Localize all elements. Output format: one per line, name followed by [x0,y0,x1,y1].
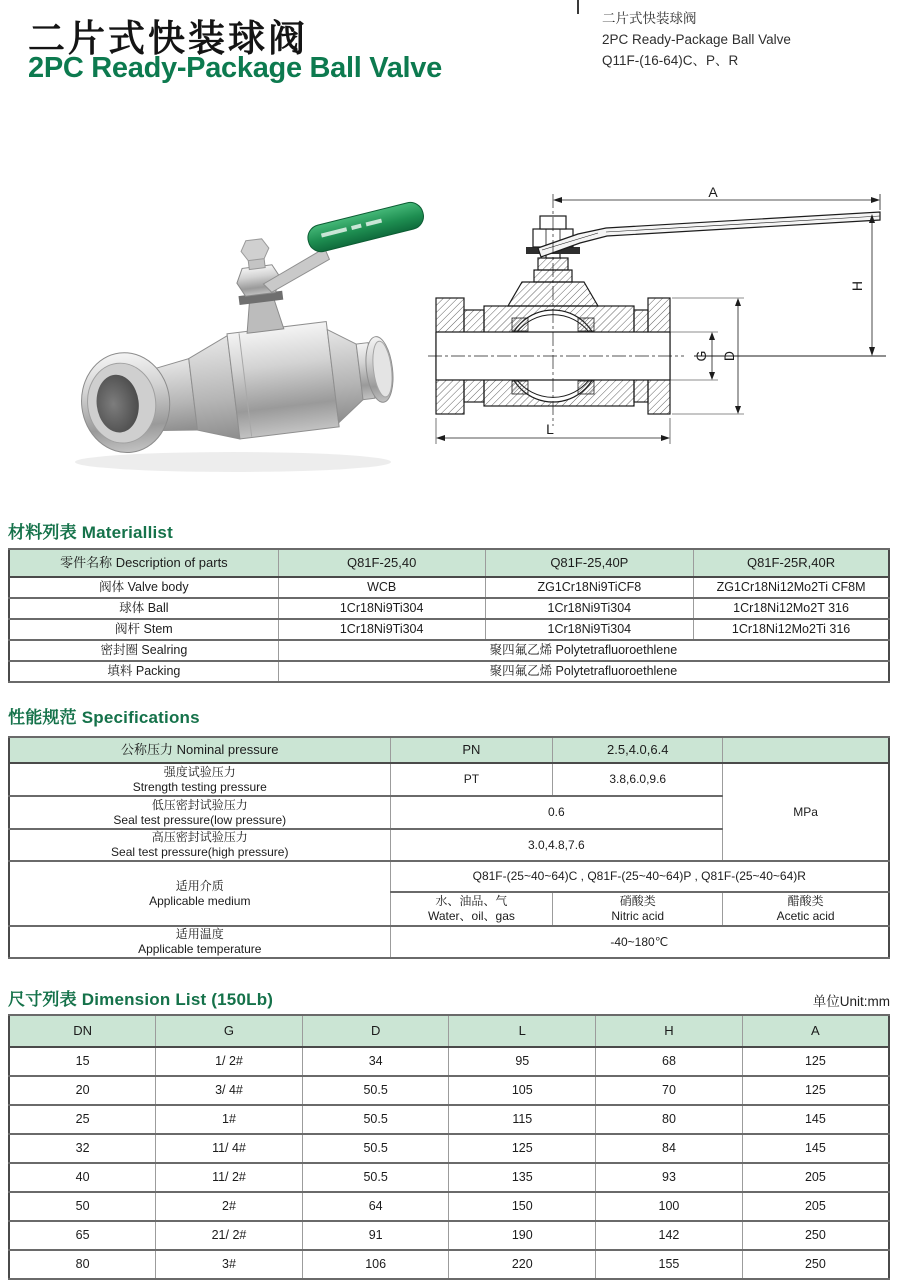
dim-cell: 21/ 2# [156,1221,303,1250]
table-row [9,661,889,682]
dim-cell: 11/ 4# [156,1134,303,1163]
dim-cell: 250 [742,1250,889,1279]
material-cell: 1Cr18Ni9Ti304 [278,598,485,619]
material-cell: 1Cr18Ni9Ti304 [278,619,485,640]
materials-section-title: 材料列表 Materiallist [8,523,173,542]
dim-label-L: L [546,421,554,437]
col-header: DN [9,1015,156,1047]
table-row [9,640,889,661]
label-zh: 适用介质 [175,878,224,893]
dim-cell: 80 [596,1105,743,1134]
table-row [9,1192,889,1221]
dim-cell: 220 [449,1250,596,1279]
spec-label-cell: 公称压力 Nominal pressure [9,737,390,763]
corner-line-en: 2PC Ready-Package Ball Valve [602,32,791,47]
part-name-cell: 阀杆 Stem [9,619,278,640]
dim-cell: 145 [742,1134,889,1163]
corner-crop-mark [577,0,579,14]
medium-zh: 水、油品、气 [435,894,508,908]
dimensions-table [8,1014,890,1280]
medium-en: Nitric acid [611,909,665,923]
spec-empty-cell [723,737,889,763]
spec-models-cell: Q81F-(25~40~64)C , Q81F-(25~40~64)P , Q81F-(25~40~64)R [390,861,889,892]
dim-cell: 205 [742,1192,889,1221]
dim-cell: 25 [9,1105,156,1134]
page-title-en: 2PC Ready-Package Ball Valve [28,52,442,84]
specs-table [8,736,890,959]
dim-cell: 50.5 [302,1105,449,1134]
spec-value-cell: -40~180℃ [390,926,889,958]
material-cell: ZG1Cr18Ni9TiCF8 [485,577,694,598]
photo-shadow [75,452,391,472]
dim-cell: 135 [449,1163,596,1192]
label-zh: 高压密封试验压力 [151,830,248,844]
dim-cell: 50.5 [302,1076,449,1105]
dim-label-D: D [721,350,737,362]
specs-section-title: 性能规范 Specifications [8,708,200,727]
spec-label-cell [9,763,390,796]
table-header-row [9,549,889,577]
valve-photo-svg [28,148,430,480]
dim-cell: 105 [449,1076,596,1105]
material-cell: 1Cr18Ni12Mo2Ti 316 [694,619,889,640]
label-zh: 强度试验压力 [163,764,236,779]
spec-label-cell [9,829,390,861]
medium-cell [723,892,889,926]
page-title-zh: 二片式快装球阀 [28,18,308,59]
medium-cell [390,892,553,926]
spec-label-cell [9,926,390,958]
valve-body-photo [64,225,399,458]
col-header: H [596,1015,743,1047]
medium-en: Water、oil、gas [427,909,515,923]
material-cell: 聚四氟乙烯 Polytetrafluoroethlene [278,640,889,661]
dim-cell: 125 [742,1076,889,1105]
dim-cell: 65 [9,1221,156,1250]
dim-cell: 15 [9,1047,156,1076]
spec-label-cell [9,861,390,926]
dim-cell: 84 [596,1134,743,1163]
table-row [9,1076,889,1105]
corner-line-model: Q11F-(16-64)C、P、R [602,53,739,68]
material-cell: ZG1Cr18Ni12Mo2Ti CF8M [694,577,889,598]
valve-photo [28,148,430,480]
part-name-cell: 球体 Ball [9,598,278,619]
medium-cell [553,892,723,926]
drawing-body-section [436,212,880,414]
table-row [9,926,889,958]
valve-handle-photo [253,200,430,294]
col-header: L [449,1015,596,1047]
materials-table [8,548,890,683]
dim-cell: 50.5 [302,1163,449,1192]
dim-cell: 106 [302,1250,449,1279]
label-zh: 适用温度 [175,927,224,941]
col-header: D [302,1015,449,1047]
material-cell: 1Cr18Ni9Ti304 [485,619,694,640]
spec-value-cell: 3.0,4.8,7.6 [390,829,723,861]
col-header: Q81F-25,40P [485,549,694,577]
dim-cell: 150 [449,1192,596,1221]
dim-label-G: G [693,350,709,362]
dim-cell: 68 [596,1047,743,1076]
table-row [9,1250,889,1279]
table-row [9,577,889,598]
spec-label-cell [9,796,390,829]
dim-cell: 125 [449,1134,596,1163]
medium-zh: 醋酸类 [787,894,824,908]
table-header-row [9,1015,889,1047]
dim-cell: 1# [156,1105,303,1134]
col-header: G [156,1015,303,1047]
handle-grip [305,200,426,255]
table-row [9,598,889,619]
table-row [9,619,889,640]
dim-cell: 100 [596,1192,743,1221]
dim-cell: 40 [9,1163,156,1192]
spec-sym-cell: PN [390,737,553,763]
dim-cell: 3# [156,1250,303,1279]
dim-cell: 70 [596,1076,743,1105]
dim-cell: 32 [9,1134,156,1163]
spec-value-cell: 3.8,6.0,9.6 [553,763,723,796]
part-name-cell: 密封圈 Sealring [9,640,278,661]
dim-cell: 125 [742,1047,889,1076]
dim-cell: 20 [9,1076,156,1105]
table-row [9,763,889,796]
dim-cell: 93 [596,1163,743,1192]
dim-cell: 91 [302,1221,449,1250]
table-row [9,1134,889,1163]
dimensions-section-header [8,985,890,1010]
dim-cell: 115 [449,1105,596,1134]
dim-cell: 80 [9,1250,156,1279]
dim-cell: 142 [596,1221,743,1250]
dim-cell: 11/ 2# [156,1163,303,1192]
dim-cell: 2# [156,1192,303,1221]
label-en: Strength testing pressure [132,779,267,794]
label-en: Applicable temperature [138,942,262,956]
dim-cell: 190 [449,1221,596,1250]
unit-label: 单位Unit:mm [812,994,890,1009]
col-header: A [742,1015,889,1047]
dim-cell: 3/ 4# [156,1076,303,1105]
spec-sym-cell: PT [390,763,553,796]
col-header: 零件名称 Description of parts [9,549,278,577]
table-header-row [9,737,889,763]
table-row [9,1047,889,1076]
medium-zh: 硝酸类 [619,894,656,908]
corner-product-info [602,8,791,71]
valve-drawing-svg [428,186,890,466]
material-cell: 1Cr18Ni12Mo2T 316 [694,598,889,619]
stem-bracket [243,299,283,333]
dim-cell: 50.5 [302,1134,449,1163]
dim-cell: 64 [302,1192,449,1221]
table-row [9,1163,889,1192]
label-en: Seal test pressure(high pressure) [111,845,289,859]
spec-value-cell: 0.6 [390,796,723,829]
dim-cell: 1/ 2# [156,1047,303,1076]
dim-cell: 34 [302,1047,449,1076]
material-cell: 聚四氟乙烯 Polytetrafluoroethlene [278,661,889,682]
dim-cell: 95 [449,1047,596,1076]
part-name-cell: 阀体 Valve body [9,577,278,598]
dim-cell: 155 [596,1250,743,1279]
table-row [9,1221,889,1250]
label-en: Seal test pressure(low pressure) [113,812,287,827]
label-zh: 低压密封试验压力 [151,797,248,812]
dim-label-H: H [849,280,865,292]
label-en: Applicable medium [149,893,251,908]
table-row [9,1105,889,1134]
part-name-cell: 填料 Packing [9,661,278,682]
spec-unit-cell: MPa [723,763,889,861]
material-cell: WCB [278,577,485,598]
dimensions-section-title: 尺寸列表 Dimension List (150Lb) [8,990,274,1009]
dim-label-A: A [708,186,718,200]
col-header: Q81F-25,40 [278,549,485,577]
dim-cell: 50 [9,1192,156,1221]
table-row [9,861,889,892]
dim-cell: 250 [742,1221,889,1250]
dim-cell: 145 [742,1105,889,1134]
dim-cell: 205 [742,1163,889,1192]
spec-value-cell: 2.5,4.0,6.4 [553,737,723,763]
col-header: Q81F-25R,40R [694,549,889,577]
corner-line-zh: 二片式快装球阀 [602,11,697,26]
valve-drawing [428,186,890,466]
medium-en: Acetic acid [776,909,835,923]
material-cell: 1Cr18Ni9Ti304 [485,598,694,619]
